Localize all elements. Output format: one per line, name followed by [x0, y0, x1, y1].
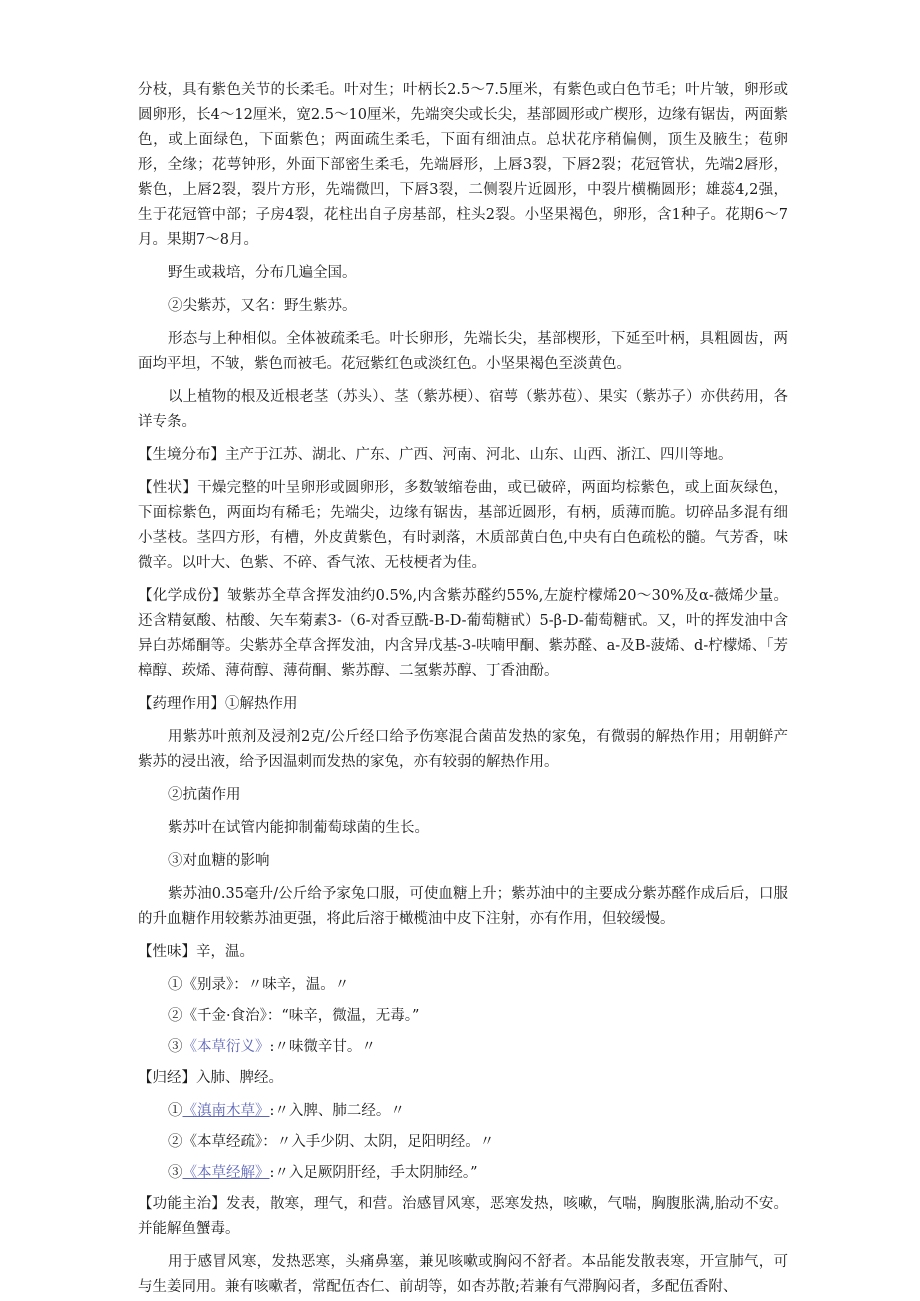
- link-bencao-jingjie[interactable]: 《本草经解》: [182, 1165, 270, 1181]
- section-taste: 【性味】辛，温。: [138, 944, 254, 960]
- paragraph-medicinal-parts: 以上植物的根及近根老茎（苏头）、茎（紫苏梗）、宿萼（紫苏苞）、果实（紫苏子）亦供药用，各详专条。: [138, 389, 788, 430]
- section-chemistry: 【化学成份】皱紫苏全草含挥发油约0.5%,内含紫苏醛约55%,左旋柠檬烯20～30%及α-薇烯少量。还含精氨酸、枯酸、矢车菊素3-（6-对香豆酰-B-D-葡萄糖甙）5-β-D-葡萄糖甙。又，叶的挥发油中含异白苏烯酮等。尖紫苏全草含挥发油，内含异戊基-3-呋喃甲酮、紫苏醛、a-及B-菠烯、d-柠檬烯、「芳樟醇、莰烯、薄荷醇、薄荷酮、紫苏醇、二氢紫苏醇、丁香油酚。: [138, 588, 788, 679]
- paragraph-morphology: 分枝，具有紫色关节的长柔毛。叶对生；叶柄长2.5～7.5厘米，有紫色或白色节毛；叶片皱，卵形或圆卵形，长4～12厘米，宽2.5～10厘米，先端突尖或长尖，基部圆形或广楔形，边缘有锯齿，两面紫色，或上面绿色，下面紫色；两面疏生柔毛，下面有细油点。总状花序稍偏侧，顶生及腋生；苞卵形，全缘；花萼钟形，外面下部密生柔毛，先端唇形，上唇3裂，下唇2裂；花冠管状，先端2唇形，紫色，上唇2裂，裂片方形，先端微凹，下唇3裂，二侧裂片近圆形，中裂片横椭圆形；雄蕊4,2强，生于花冠管中部；子房4裂，花柱出自子房基部，柱头2裂。小坚果褐色，卵形，含1种子。花期6～7月。果期7～8月。: [138, 82, 788, 248]
- paragraph-antipyretic: 用紫苏叶煎剂及浸剂2克/公斤经口给予伤寒混合菌苗发热的家兔，有微弱的解热作用；用朝鲜产紫苏的浸出液，给予因温刺而发热的家兔，亦有较弱的解热作用。: [138, 729, 788, 770]
- citation-bielu: ①《别录》：〃味辛，温。〃: [168, 977, 350, 993]
- citation-diannan: ①《滇南木草》:〃入脾、肺二经。〃: [168, 1103, 405, 1119]
- citation-bencao-yanyi: ③《本草衍义》:〃味微辛甘。〃: [168, 1039, 376, 1055]
- citation-jingjie: ③《本草经解》:〃入足厥阴肝经，手太阴肺经。”: [168, 1165, 478, 1181]
- citation-jingshu: ②《本草经疏》：〃入手少阴、太阴，足阳明经。〃: [168, 1134, 495, 1150]
- link-diannan-mucao[interactable]: 《滇南木草》: [182, 1103, 270, 1119]
- paragraph-blood-sugar-heading: ③对血糖的影响: [168, 853, 270, 869]
- paragraph-distribution: 野生或栽培，分布几遍全国。: [168, 265, 357, 281]
- section-function: 【功能主治】发表，散寒，理气，和营。治感冒风寒，恶寒发热，咳嗽，气喘，胸腹胀满,胎动不安。并能解鱼蟹毒。: [138, 1196, 788, 1237]
- section-habitat: 【生境分布】主产于江苏、湖北、广东、广西、河南、河北、山东、山西、浙江、四川等地。: [138, 447, 733, 463]
- paragraph-usage: 用于感冒风寒，发热恶寒，头痛鼻塞，兼见咳嗽或胸闷不舒者。本品能发散表寒，开宣肺气，可与生姜同用。兼有咳嗽者，常配伍杏仁、前胡等，如杏苏散;若兼有气滞胸闷者，多配伍香附、: [138, 1254, 788, 1295]
- citation-qianjin: ②《千金·食治》：“味辛，微温，无毒。”: [168, 1008, 420, 1024]
- paragraph-species-heading: ②尖紫苏，又名：野生紫苏。: [168, 298, 357, 314]
- section-meridian: 【归经】入肺、脾经。: [138, 1070, 283, 1086]
- paragraph-antibacterial-heading: ②抗菌作用: [168, 787, 241, 803]
- section-characteristics: 【性状】干燥完整的叶呈卵形或圆卵形，多数皱缩卷曲，或已破碎，两面均棕紫色，或上面灰绿色，下面棕紫色，两面均有稀毛；先端尖，边缘有锯齿，基部近圆形，有柄，质薄而脆。切碎品多混有细小茎枝。茎四方形，有槽，外皮黄紫色，有时剥落，木质部黄白色,中央有白色疏松的髓。气芳香，味微辛。以叶大、色紫、不碎、香气浓、无枝梗者为佳。: [138, 480, 788, 571]
- paragraph-antibacterial: 紫苏叶在试管内能抑制葡萄球菌的生长。: [168, 820, 429, 836]
- paragraph-blood-sugar: 紫苏油0.35毫升/公斤给予家兔口服，可使血糖上升；紫苏油中的主要成分紫苏醛作成后后，口服的升血糖作用较紫苏油更强，将此后溶于橄榄油中皮下注射，亦有作用，但较缓慢。: [138, 886, 788, 927]
- section-pharmacology: 【药理作用】①解热作用: [138, 696, 298, 712]
- link-bencao-yanyi[interactable]: 《本草衍义》: [182, 1039, 270, 1055]
- paragraph-species-description: 形态与上种相似。全体被疏柔毛。叶长卵形，先端长尖，基部楔形，下延至叶柄，具粗圆齿，两面均平坦，不皱，紫色而被毛。花冠紫红色或淡红色。小坚果褐色至淡黄色。: [138, 331, 788, 372]
